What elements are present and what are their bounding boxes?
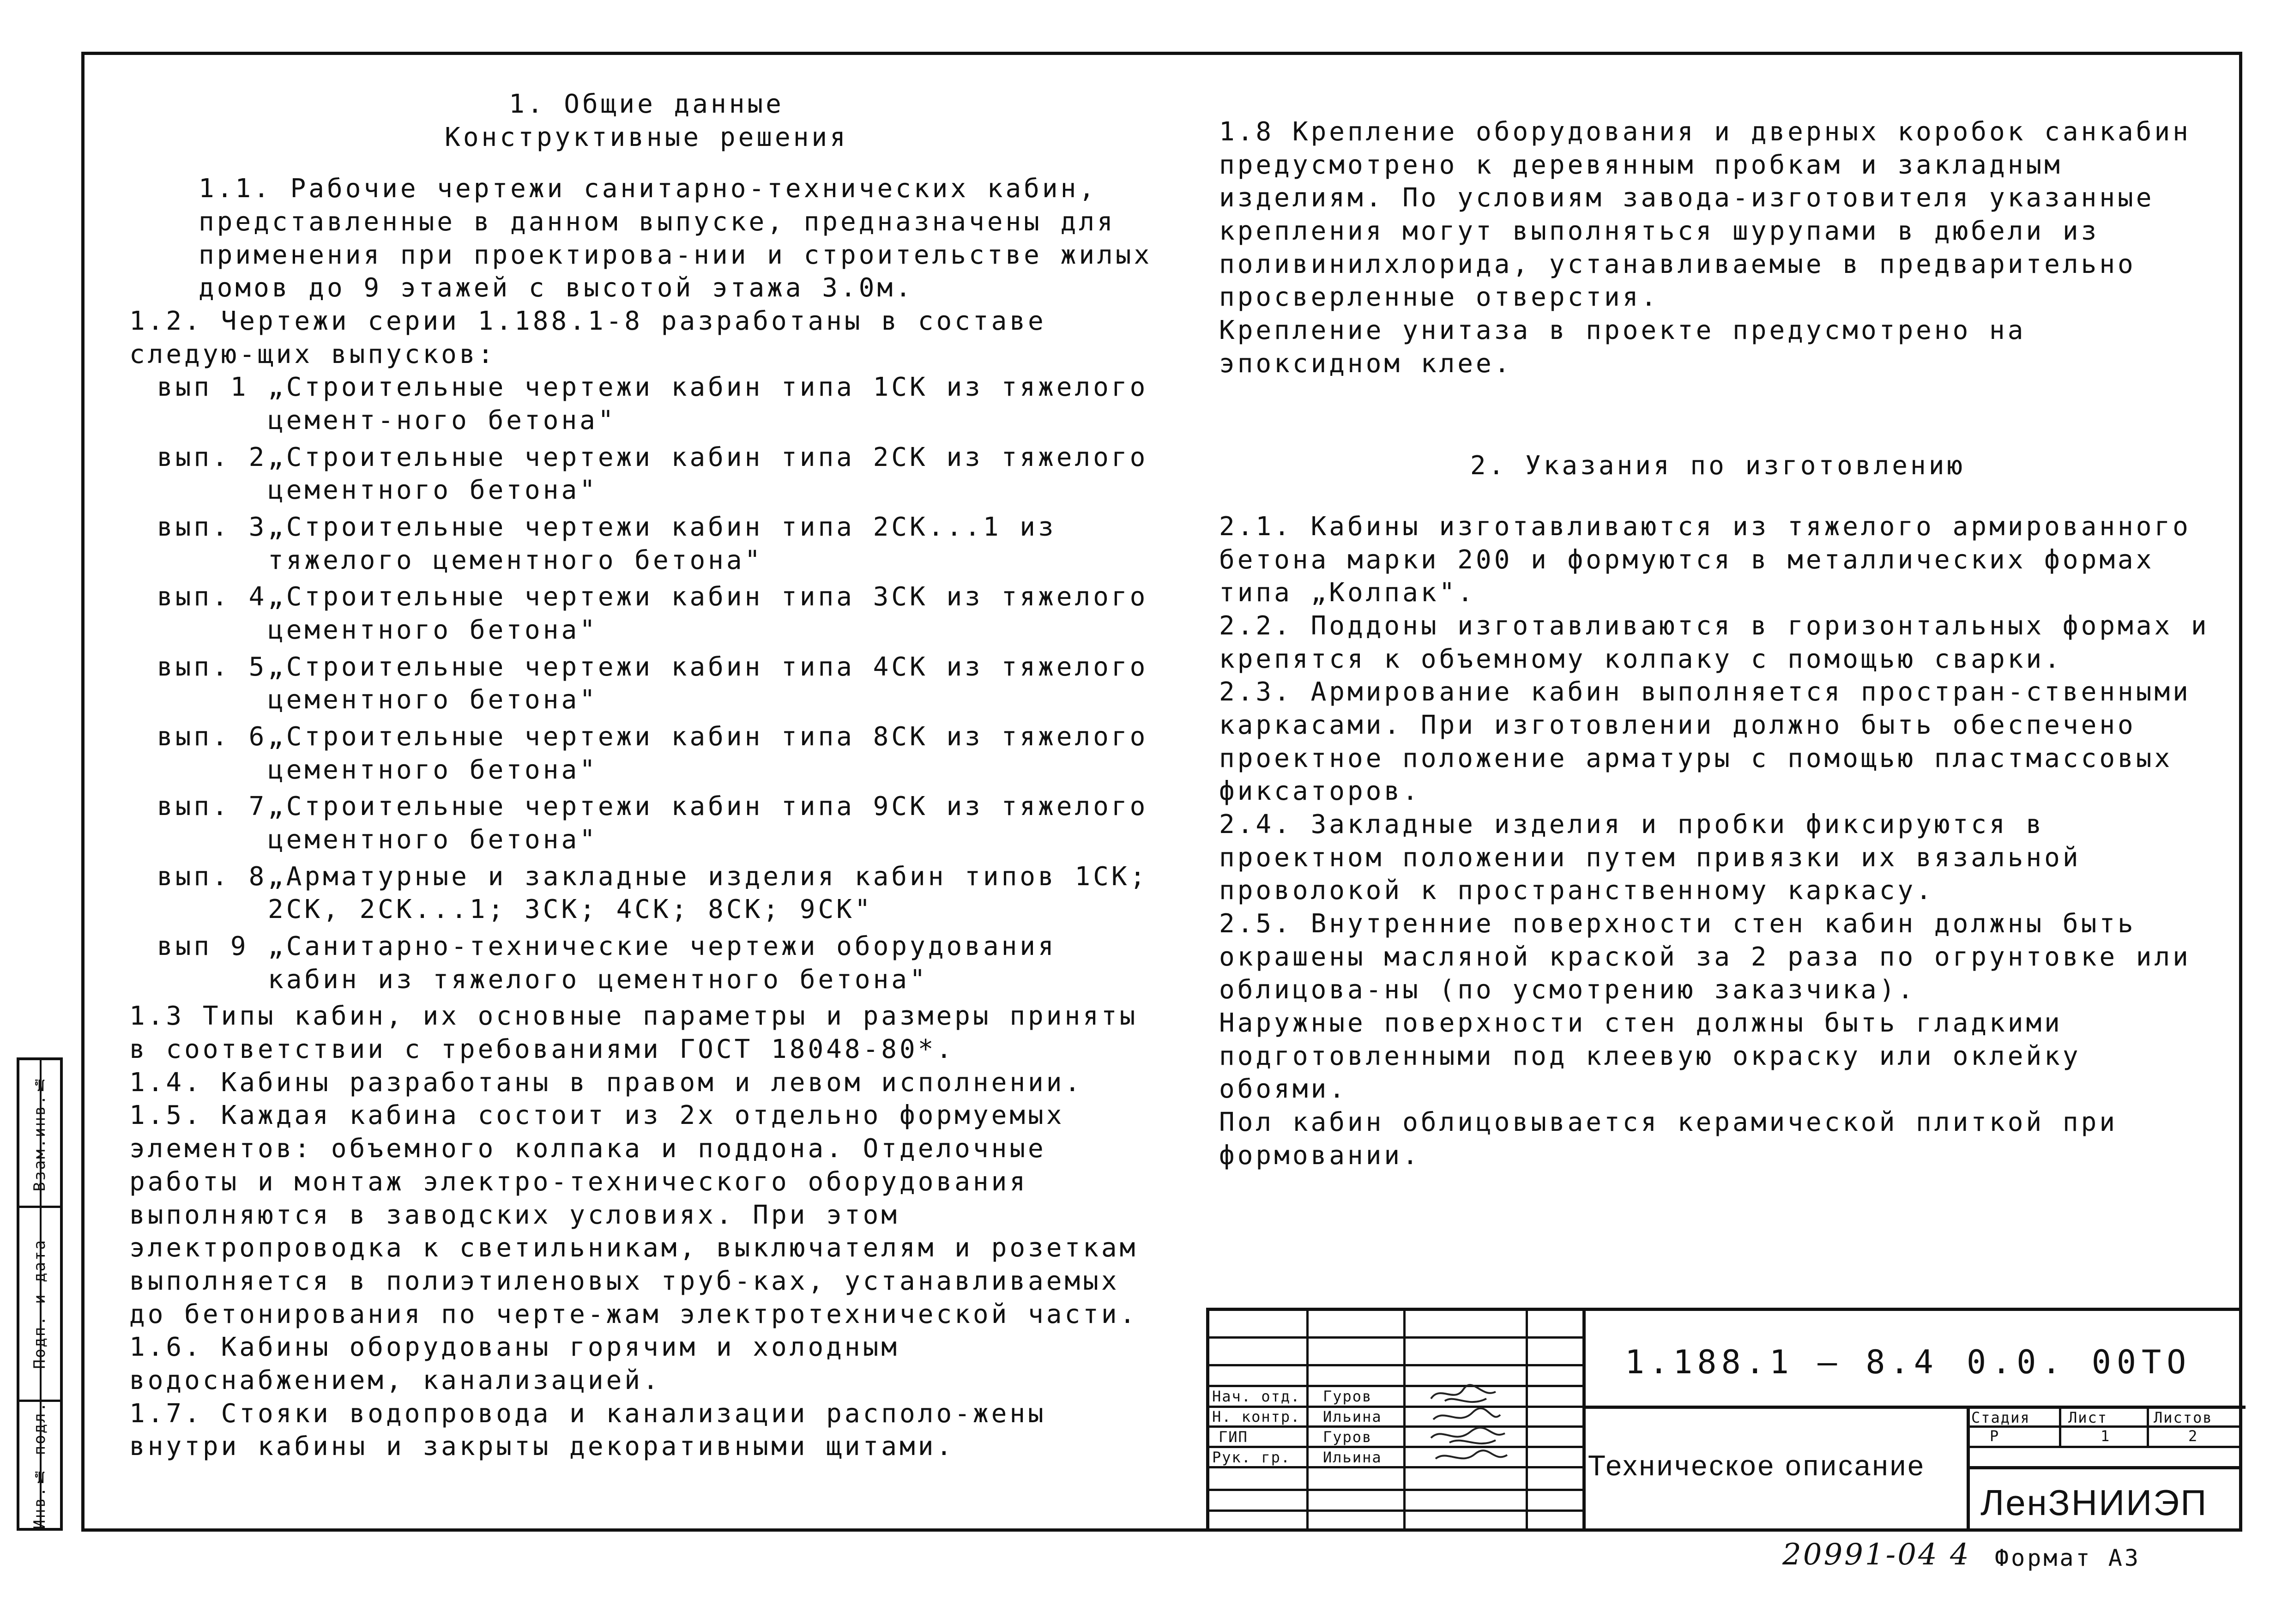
stage-value: Р — [1990, 1427, 2000, 1445]
person-name: Гуров — [1323, 1428, 1372, 1446]
issue-item — [129, 371, 1164, 437]
side-cell-original-inv — [19, 1402, 60, 1528]
issue-text: „Строительные чертежи кабин типа 1СК из тяжелого цемент-ного бетона" — [268, 372, 1148, 436]
section-subtitle: Конструктивные решения — [445, 122, 848, 152]
role-label: ГИП — [1219, 1428, 1248, 1446]
person-name: Ильина — [1323, 1449, 1382, 1466]
paragraph-1-6: 1.6. Кабины оборудованы горячим и холодным водоснабжением, канализацией. — [129, 1332, 900, 1395]
document-code: 1.188.1 — 8.4 — [1625, 1343, 1938, 1381]
paragraph-2-4: 2.4. Закладные изделия и пробки фиксируются в проектном положении путем привязки их вязальной проволокой к пространственному каркасу. — [1219, 809, 2081, 906]
paragraph-1-8: 1.8 Крепление оборудования и дверных коробок санкабин предусмотрено к деревянным пробкам и закладным изделиям. По условиям завода-изготовителя указанные крепления могут выполняться шурупами в дюбели из поливинилхлорида, устанавливаемые в предварительно просверленные отверстия. — [1219, 117, 2191, 313]
paragraph-1-8-glue: Крепление унитаза в проекте предусмотрено на эпоксидном клее. — [1219, 315, 2026, 379]
format-label: Формат А3 — [1995, 1545, 2141, 1571]
paragraph-1-3: 1.3 Типы кабин, их основные параметры и размеры приняты в соответствии с требованиями ГОСТ 18048-80*. — [129, 1001, 1138, 1065]
paragraph-1-2: 1.2. Чертежи серии 1.188.1-8 разработаны в составе следую-щих выпусков: — [129, 306, 1046, 369]
issue-text: „Строительные чертежи кабин типа 2СК из тяжелого цементного бетона" — [268, 442, 1148, 506]
title-block — [1206, 1308, 2242, 1532]
issue-label: вып. 2 — [157, 442, 267, 472]
issue-label: вып. 3 — [157, 512, 267, 543]
paragraph-1-5: 1.5. Каждая кабина состоит из 2х отдельно формуемых элементов: объемного колпака и поддона. Отделочные работы и монтаж электро-технического оборудования выполняются в заводских условиях. При этом электропроводка к светильникам, выключателям и розеткам выполняется в полиэтиленовых труб-ках, устанавливаемых до бетонирования по черте-жам электротехнической части. — [129, 1100, 1138, 1329]
issue-text: „Строительные чертежи кабин типа 4СК из тяжелого цементного бетона" — [268, 652, 1148, 715]
role-label: Н. контр. — [1212, 1408, 1301, 1425]
issue-text: „Строительные чертежи кабин типа 3СК из тяжелого цементного бетона" — [268, 582, 1148, 646]
issue-item — [129, 441, 1164, 507]
issue-item — [129, 580, 1164, 646]
issue-text: „Строительные чертежи кабин типа 2СК...1 из тяжелого цементного бетона" — [268, 512, 1056, 575]
issue-item — [129, 860, 1164, 926]
person-name: Ильина — [1323, 1408, 1382, 1425]
issue-text: „Арматурные и закладные изделия кабин типов 1СК; 2СК, 2СК...1; 3СК; 4СК; 8СК; 9СК" — [268, 861, 1148, 925]
issue-item — [129, 720, 1164, 786]
paragraph-1-7: 1.7. Стояки водопровода и канализации располо-жены внутри кабины и закрыты декоративными щитами. — [129, 1398, 1046, 1462]
side-cell-label: Подп. и дата — [30, 1238, 49, 1369]
issue-label: вып. 4 — [157, 582, 267, 612]
issue-item — [129, 511, 1164, 577]
side-cell-replaced-inv — [19, 1060, 60, 1208]
right-text-column — [1219, 115, 2216, 1172]
issue-label: вып 9 — [157, 931, 249, 962]
issue-text: „Строительные чертежи кабин типа 8СК из тяжелого цементного бетона" — [268, 722, 1148, 785]
issue-label: вып. 5 — [157, 652, 267, 682]
issue-item — [129, 930, 1164, 996]
side-cell-label: Взам.инв.№ — [30, 1074, 49, 1192]
paragraph-1-4: 1.4. Кабины разработаны в правом и левом исполнении. — [129, 1067, 1083, 1098]
organization-name: ЛенЗНИИЭП — [1980, 1482, 2208, 1523]
issue-label: вып. 8 — [157, 861, 267, 892]
paragraph-2-5-floor: Пол кабин облицовывается керамической плиткой при формовании. — [1219, 1107, 2118, 1171]
issue-item — [129, 651, 1164, 717]
issue-text: „Санитарно-технические чертежи оборудования кабин из тяжелого цементного бетона" — [268, 931, 1056, 995]
role-label: Рук. гр. — [1212, 1449, 1291, 1466]
issue-label: вып 1 — [157, 372, 249, 403]
archive-number: 20991-04 4 — [1782, 1538, 1971, 1572]
document-suffix: 0.0. 00ТО — [1967, 1343, 2192, 1381]
paragraph-1-1: 1.1. Рабочие чертежи санитарно-технических кабин, представленные в данном выпуске, предназначены для применения при проектирова-нии и строительстве жилых домов до 9 этажей с высотой этажа 3.0м. — [199, 174, 1153, 303]
sheet-value: 1 — [2101, 1427, 2111, 1445]
sheets-value: 2 — [2188, 1427, 2198, 1445]
paragraph-2-3: 2.3. Армирование кабин выполняется простран-ственными каркасами. При изготовлении должно быть обеспечено проектное положение арматуры с помощью пластмассовых фиксаторов. — [1219, 677, 2191, 807]
stage-header: Стадия — [1971, 1409, 2030, 1426]
document-title: Техническое описание — [1588, 1450, 1926, 1482]
issue-label: вып. 6 — [157, 722, 267, 752]
paragraph-2-1: 2.1. Кабины изготавливаются из тяжелого армированного бетона марки 200 и формуются в металлических формах типа „Колпак". — [1219, 512, 2191, 608]
issue-label: вып. 7 — [157, 791, 267, 822]
side-stamp-strip — [17, 1057, 63, 1531]
person-name: Гуров — [1323, 1388, 1372, 1405]
side-cell-label: Инв.№ подл. — [30, 1401, 49, 1529]
section-title: 1. Общие данные — [509, 89, 784, 119]
side-cell-signature-date — [19, 1208, 60, 1402]
role-label: Нач. отд. — [1212, 1388, 1301, 1405]
paragraph-2-5: 2.5. Внутренние поверхности стен кабин должны быть окрашены масляной краской за 2 раза по огрунтовке или облицова-ны (по усмотрению заказчика). — [1219, 909, 2191, 1005]
paragraph-2-2: 2.2. Поддоны изготавливаются в горизонтальных формах и крепятся к объемному колпаку с помощью сварки. — [1219, 611, 2209, 674]
section-2-title: 2. Указания по изготовлению — [1470, 451, 1966, 481]
signature-marks — [1426, 1380, 1519, 1468]
sheet-header: Лист — [2068, 1409, 2108, 1426]
left-text-column — [129, 88, 1164, 1463]
paragraph-2-5-outer: Наружные поверхности стен должны быть гладкими подготовленными под клеевую окраску или оклейку обоями. — [1219, 1008, 2081, 1105]
issues-list — [129, 371, 1164, 996]
issue-text: „Строительные чертежи кабин типа 9СК из тяжелого цементного бетона" — [268, 791, 1148, 855]
issue-item — [129, 790, 1164, 856]
spacer — [1219, 380, 2216, 449]
sheets-header: Листов — [2154, 1409, 2213, 1426]
